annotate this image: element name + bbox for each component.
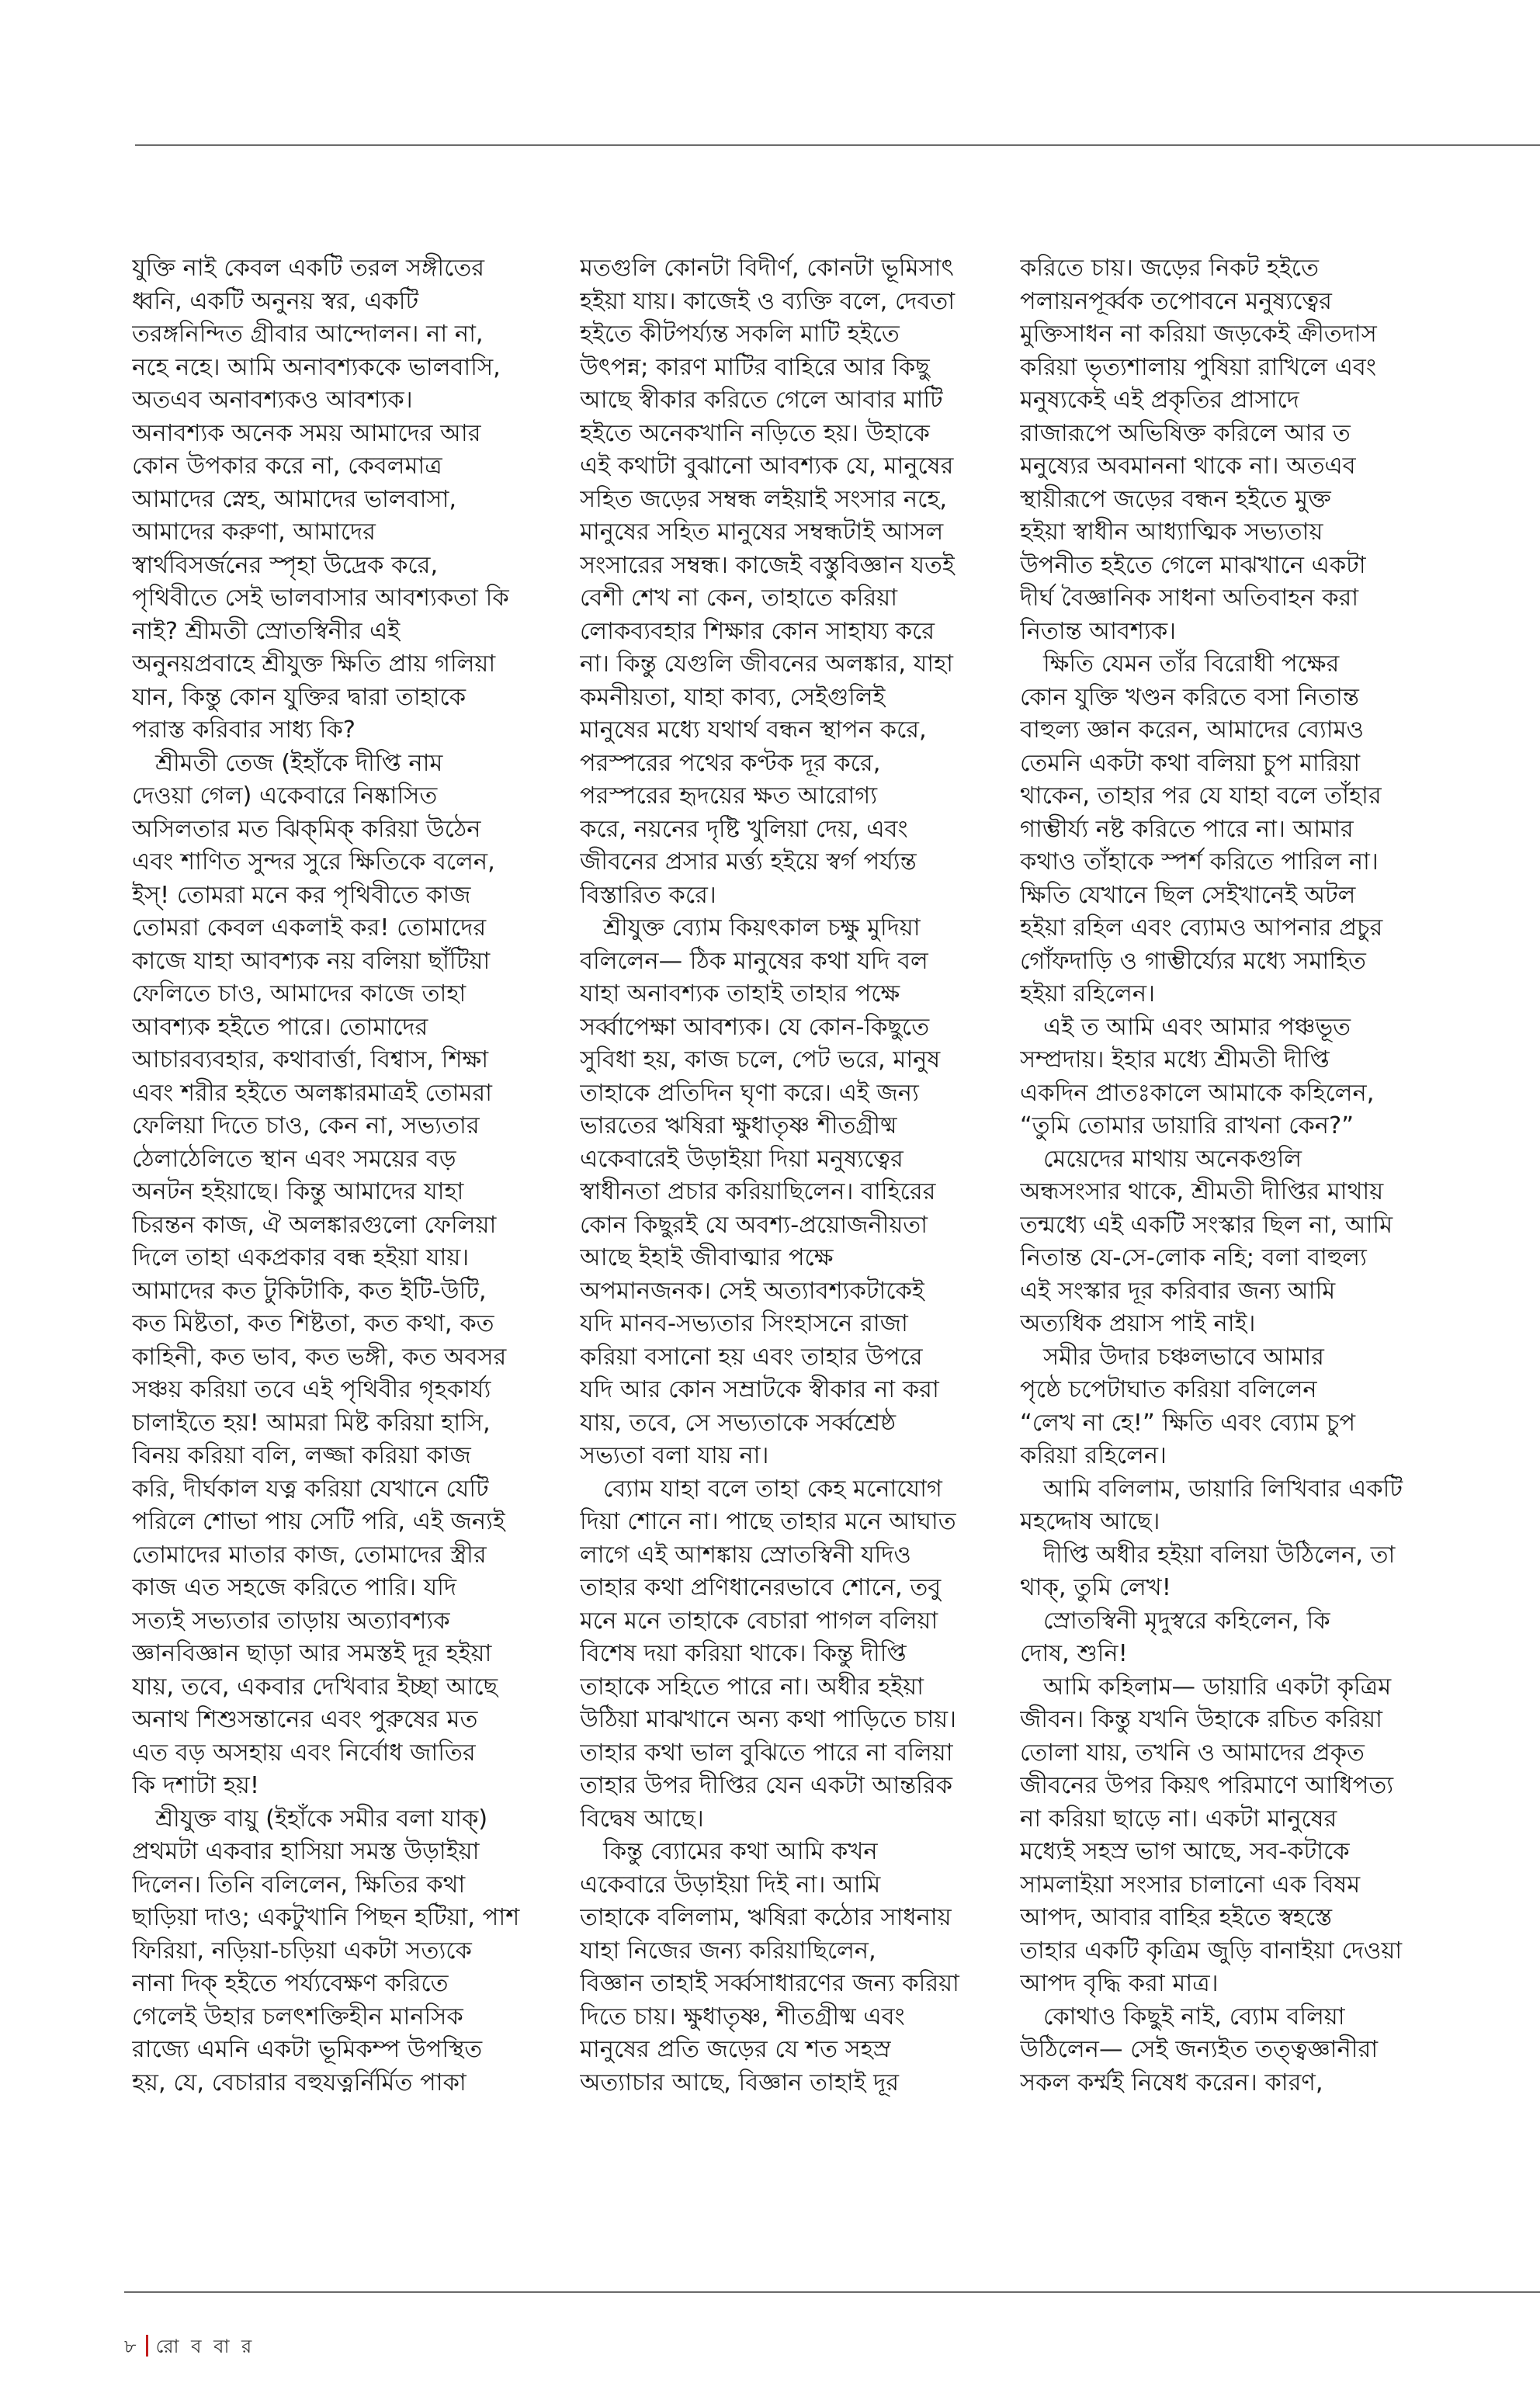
text-line: পরাস্ত করিবার সাধ্য কি? (132, 716, 356, 744)
text-line: লাগে এই আশঙ্কায় স্রোতস্বিনী যদিও (580, 1541, 911, 1569)
text-line: কত মিষ্টতা, কত শিষ্টতা, কত কথা, কত (132, 1310, 494, 1337)
text-line: কি দশাটা হয়! (132, 1772, 260, 1799)
text-line: “তুমি তোমার ডায়ারি রাখনা কেন?” (1020, 1112, 1354, 1139)
text-line: নানা দিক্ হইতে পর্য্যবেক্ষণ করিতে (132, 1970, 449, 1997)
text-line: মানুষের সহিত মানুষের সম্বন্ধটাই আসল (580, 518, 944, 546)
text-line: আমি কহিলাম— ডায়ারি একটা কৃত্রিম (1043, 1673, 1392, 1701)
text-line: দিলে তাহা একপ্রকার বন্ধ হইয়া যায়। (132, 1244, 470, 1271)
text-line: হইয়া রহিলেন। (1020, 980, 1156, 1007)
page-number: ৮ (124, 2336, 140, 2357)
text-line: পৃথিবীতে সেই ভালবাসার আবশ্যকতা কি (132, 584, 509, 612)
text-line: মনুষ্যের অবমাননা থাকে না। অতএব (1020, 453, 1356, 480)
text-line: ক্ষিতি যেখানে ছিল সেইখানেই অটল (1020, 881, 1356, 909)
text-line: জীবন। কিন্তু যখনি উহাকে রচিত করিয়া (1020, 1706, 1382, 1733)
text-line: যায়, তবে, একবার দেখিবার ইচ্ছা আছে (132, 1673, 498, 1701)
text-line: বিনয় করিয়া বলি, লজ্জা করিয়া কাজ (132, 1442, 471, 1469)
text-line: করি, দীর্ঘকাল যত্ন করিয়া যেখানে যেটি (132, 1475, 489, 1503)
text-line: শ্রীযুক্ত ব্যোম কিয়ৎকাল চক্ষু মুদিয়া (603, 914, 921, 942)
text-line: করিয়া রহিলেন। (1020, 1442, 1167, 1469)
text-line: এই কথাটা বুঝানো আবশ্যক যে, মানুষের (580, 453, 954, 480)
text-line: তন্মধ্যে এই একটি সংস্কার ছিল না, আমি (1020, 1211, 1393, 1239)
text-line: অত্যাচার আছে, বিজ্ঞান তাহাই দূর (580, 2069, 900, 2096)
text-line: কোথাও কিছুই নাই, ব্যোম বলিয়া (1043, 2003, 1345, 2031)
text-line: আমাদের স্নেহ, আমাদের ভালবাসা, (132, 485, 457, 513)
text-line: একদিন প্রাতঃকালে আমাকে কহিলেন, (1020, 1079, 1375, 1107)
text-line: শ্রীযুক্ত বায়ু (ইহাঁকে সমীর বলা যাক্) (155, 1805, 488, 1833)
text-line: ঠেলাঠেলিতে স্থান এবং সময়ের বড় (132, 1145, 456, 1173)
text-line: এবং শাণিত সুন্দর সুরে ক্ষিতিকে বলেন, (132, 848, 495, 876)
text-line: জীবনের উপর কিয়ৎ পরিমাণে আধিপত্য (1020, 1772, 1394, 1799)
text-line: তোমাদের মাতার কাজ, তোমাদের স্ত্রীর (132, 1541, 487, 1569)
text-line: করে, নয়নের দৃষ্টি খুলিয়া দেয়, এবং (580, 815, 908, 843)
text-line: তাহাকে প্রতিদিন ঘৃণা করে। এই জন্য (580, 1079, 919, 1107)
text-line: বলিলেন— ঠিক মানুষের কথা যদি বল (580, 947, 928, 975)
text-line: বিদ্বেষ আছে। (580, 1805, 704, 1833)
text-line: গেলেই উহার চলৎশক্তিহীন মানসিক (132, 2003, 463, 2031)
text-line: যদি মানব-সভ্যতার সিংহাসনে রাজা (580, 1310, 908, 1337)
text-line: কমনীয়তা, যাহা কাব্য, সেইগুলিই (580, 683, 886, 711)
text-line: সমীর উদার চঞ্চলভাবে আমার (1043, 1343, 1324, 1371)
text-line: চিরন্তন কাজ, ঐ অলঙ্কারগুলো ফেলিয়া (132, 1211, 497, 1239)
text-line: অসিলতার মত ঝিক্‌মিক্ করিয়া উঠেন (132, 815, 481, 843)
text-line: মনে মনে তাহাকে বেচারা পাগল বলিয়া (580, 1607, 938, 1635)
text-line: আছে ইহাই জীবাত্মার পক্ষে (580, 1244, 834, 1271)
text-line: একেবারে উড়াইয়া দিই না। আমি (580, 1871, 881, 1899)
text-line: তোলা যায়, তখনি ও আমাদের প্রকৃত (1020, 1739, 1365, 1767)
text-line: সভ্যতা বলা যায় না। (580, 1442, 769, 1469)
text-line: জ্ঞানবিজ্ঞান ছাড়া আর সমস্তই দূর হইয়া (132, 1640, 492, 1667)
text-line: অন্ধসংসার থাকে, শ্রীমতী দীপ্তির মাথায় (1020, 1178, 1384, 1205)
text-line: সহিত জড়ের সম্বন্ধ লইয়াই সংসার নহে, (580, 485, 948, 513)
text-line: সর্ব্বাপেক্ষা আবশ্যক। যে কোন-কিছুতে (580, 1013, 930, 1041)
text-line: নাই? শ্রীমতী স্রোতস্বিনীর এই (132, 617, 401, 645)
text-line: দিয়া শোনে না। পাছে তাহার মনে আঘাত (580, 1508, 956, 1535)
text-line: আমাদের করুণা, আমাদের (132, 518, 376, 546)
text-line: পৃষ্ঠে চপেটাঘাত করিয়া বলিলেন (1020, 1376, 1317, 1403)
text-line: অত্যধিক প্রয়াস পাই নাই। (1020, 1310, 1256, 1337)
text-line: তরঙ্গনিন্দিত গ্রীবার আন্দোলন। না না, (132, 321, 484, 348)
text-line: ধ্বনি, একটি অনুনয় স্বর, একটি (132, 287, 419, 315)
text-column-2 (580, 252, 999, 2100)
text-line: করিতে চায়। জড়ের নিকট হইতে (1020, 255, 1319, 282)
text-line: আপদ বৃদ্ধি করা মাত্র। (1020, 1970, 1219, 1997)
text-line: পরস্পরের হৃদয়ের ক্ষত আরোগ্য (580, 782, 878, 810)
text-line: আমি বলিলাম, ডায়ারি লিখিবার একটি (1043, 1475, 1403, 1503)
magazine-name: রো ব বা র (155, 2336, 255, 2357)
text-line: দিতে চায়। ক্ষুধাতৃষ্ণ, শীতগ্রীষ্ম এবং (580, 2003, 905, 2031)
text-line: শ্রীমতী তেজ (ইহাঁকে দীপ্তি নাম (155, 749, 443, 777)
text-line: বেশী শেখ না কেন, তাহাতে করিয়া (580, 584, 898, 612)
text-line: মুক্তিসাধন না করিয়া জড়কেই ক্রীতদাস (1020, 321, 1377, 348)
text-line: এই ত আমি এবং আমার পঞ্চভূত (1043, 1013, 1351, 1041)
text-line: গোঁফদাড়ি ও গাম্ভীর্য্যের মধ্যে সমাহিত (1020, 947, 1366, 975)
text-line: না করিয়া ছাড়ে না। একটা মানুষের (1020, 1805, 1337, 1833)
text-line: দিলেন। তিনি বলিলেন, ক্ষিতির কথা (132, 1871, 466, 1899)
text-line: পরস্পরের পথের কণ্টক দূর করে, (580, 749, 881, 777)
text-line: আবশ্যক হইতে পারে। তোমাদের (132, 1013, 428, 1041)
text-line: এই সংস্কার দূর করিবার জন্য আমি (1020, 1277, 1336, 1305)
text-line: দেওয়া গেল) একেবারে নিষ্কাসিত (132, 782, 438, 810)
text-line: ছাড়িয়া দাও; একটুখানি পিছন হটিয়া, পাশ (132, 1904, 520, 1931)
text-line: মহদ্দোষ আছে। (1020, 1508, 1160, 1535)
text-line: মতগুলি কোনটা বিদীর্ণ, কোনটা ভূমিসাৎ (580, 255, 954, 282)
text-line: থাকেন, তাহার পর যে যাহা বলে তাঁহার (1020, 782, 1382, 810)
text-line: বাহুল্য জ্ঞান করেন, আমাদের ব্যোমও (1020, 716, 1364, 744)
text-line: দীর্ঘ বৈজ্ঞানিক সাধনা অতিবাহন করা (1020, 584, 1359, 612)
footer-rule (124, 2291, 1540, 2293)
text-line: হইয়া স্বাধীন আধ্যাত্মিক সভ্যতায় (1020, 518, 1323, 546)
text-line: তাহার একটি কৃত্রিম জুড়ি বানাইয়া দেওয়া (1020, 1937, 1403, 1965)
text-line: চালাইতে হয়! আমরা মিষ্ট করিয়া হাসি, (132, 1409, 491, 1437)
text-line: অপমানজনক। সেই অত্যাবশ্যকটাকেই (580, 1277, 924, 1305)
text-line: অনুনয়প্রবাহে শ্রীযুক্ত ক্ষিতি প্রায় গলিয়া (132, 650, 496, 678)
text-line: উপনীত হইতে গেলে মাঝখানে একটা (1020, 551, 1366, 579)
text-line: মনুষ্যকেই এই প্রকৃতির প্রাসাদে (1020, 387, 1299, 414)
text-line: হইয়া রহিল এবং ব্যোমও আপনার প্রচুর (1020, 914, 1383, 942)
text-line: করিয়া বসানো হয় এবং তাহার উপরে (580, 1343, 923, 1371)
text-line: তোমরা কেবল একলাই কর! তোমাদের (132, 914, 487, 942)
text-line: ক্ষিতি যেমন তাঁর বিরোধী পক্ষের (1043, 650, 1340, 678)
text-line: উঠিয়া মাঝখানে অন্য কথা পাড়িতে চায়। (580, 1706, 957, 1733)
text-line: যায়, তবে, সে সভ্যতাকে সর্ব্বশ্রেষ্ঠ (580, 1409, 897, 1437)
text-line: হয়, যে, বেচারার বহুযত্নর্নির্মিত পাকা (132, 2069, 467, 2096)
text-line: একেবারেই উড়াইয়া দিয়া মনুষ্যত্বের (580, 1145, 904, 1173)
text-line: স্বাধীনতা প্রচার করিয়াছিলেন। বাহিরের (580, 1178, 936, 1205)
text-line: তাহার কথা প্রণিধানেরভাবে শোনে, তবু (580, 1574, 942, 1601)
text-line: তাহার কথা ভাল বুঝিতে পারে না বলিয়া (580, 1739, 953, 1767)
text-line: সত্যই সভ্যতার তাড়ায় অত্যাবশ্যক (132, 1607, 450, 1635)
text-line: হইতে অনেকখানি নড়িতে হয়। উহাকে (580, 419, 930, 447)
header-rule (135, 144, 1540, 146)
text-line: এবং শরীর হইতে অলঙ্কারমাত্রই তোমরা (132, 1079, 492, 1107)
text-line: অনটন হইয়াছে। কিন্তু আমাদের যাহা (132, 1178, 464, 1205)
text-line: এত বড় অসহায় এবং নির্বোধ জাতির (132, 1739, 476, 1767)
text-line: মানুষের প্রতি জড়ের যে শত সহস্র (580, 2036, 891, 2063)
text-line: নিতান্ত আবশ্যক। (1020, 617, 1177, 645)
text-line: আপদ, আবার বাহির হইতে স্বহস্তে (1020, 1904, 1333, 1931)
text-line: স্রোতস্বিনী মৃদুস্বরে কহিলেন, কি (1043, 1607, 1330, 1635)
text-line: কোন যুক্তি খণ্ডন করিতে বসা নিতান্ত (1020, 683, 1359, 711)
text-line: ফেলিয়া দিতে চাও, কেন না, সভ্যতার (132, 1112, 480, 1139)
text-column-1 (132, 252, 543, 2100)
text-line: ফেলিতে চাও, আমাদের কাজে তাহা (132, 980, 467, 1007)
footer-divider (146, 2335, 148, 2357)
text-line: মেয়েদের মাথায় অনেকগুলি (1043, 1145, 1302, 1173)
text-line: সংসারের সম্বন্ধ। কাজেই বস্তুবিজ্ঞান যতই (580, 551, 955, 579)
text-line: পলায়নপূর্ব্বক তপোবনে মনুষ্যত্বের (1020, 287, 1332, 315)
text-line: বিস্তারিত করে। (580, 881, 716, 909)
text-line: বিজ্ঞান তাহাই সর্ব্বসাধারণের জন্য করিয়া (580, 1970, 959, 1997)
text-line: কাহিনী, কত ভাব, কত ভঙ্গী, কত অবসর (132, 1343, 507, 1371)
text-line: ইস্! তোমরা মনে কর পৃথিবীতে কাজ (132, 881, 471, 909)
text-line: স্থায়ীরূপে জড়ের বন্ধন হইতে মুক্ত (1020, 485, 1331, 513)
text-line: হইতে কীটপর্য্যন্ত সকলি মাটি হইতে (580, 321, 900, 348)
text-line: রাজারূপে অভিষিক্ত করিলে আর ত (1020, 419, 1351, 447)
text-line: কিন্তু ব্যোমের কথা আমি কখন (603, 1838, 878, 1865)
text-column-3 (1020, 252, 1443, 2100)
text-line: থাক্, তুমি লেখ! (1020, 1574, 1171, 1601)
text-line: উঠিলেন— সেই জন্যইত তত্ত্বজ্ঞানীরা (1020, 2036, 1379, 2063)
text-line: করিয়া ভৃত্যশালায় পুষিয়া রাখিলে এবং (1020, 353, 1377, 381)
text-line: ফিরিয়া, নড়িয়া-চড়িয়া একটা সত্যকে (132, 1937, 472, 1965)
text-line: দোষ, শুনি! (1020, 1640, 1128, 1667)
text-line: দীপ্তি অধীর হইয়া বলিয়া উঠিলেন, তা (1043, 1541, 1396, 1569)
text-line: অনাথ শিশুসন্তানের এবং পুরুষের মত (132, 1706, 478, 1733)
text-line: কাজ এত সহজে করিতে পারি। যদি (132, 1574, 457, 1601)
text-line: প্রথমটা একবার হাসিয়া সমস্ত উড়াইয়া (132, 1838, 480, 1865)
text-line: আচারব্যবহার, কথাবার্ত্তা, বিশ্বাস, শিক্ষা (132, 1046, 489, 1073)
text-line: তাহার উপর দীপ্তির যেন একটা আন্তরিক (580, 1772, 952, 1799)
text-line: স্বার্থবিসর্জনের স্পৃহা উদ্রেক করে, (132, 551, 439, 579)
text-line: বিশেষ দয়া করিয়া থাকে। কিন্তু দীপ্তি (580, 1640, 907, 1667)
text-line: রাজ্যে এমনি একটা ভূমিকম্প উপস্থিত (132, 2036, 483, 2063)
text-line: হইয়া যায়। কাজেই ও ব্যক্তি বলে, দেবতা (580, 287, 956, 315)
text-line: সঞ্চয় করিয়া তবে এই পৃথিবীর গৃহকার্য্য (132, 1376, 491, 1403)
text-line: লোকব্যবহার শিক্ষার কোন সাহায্য করে (580, 617, 935, 645)
text-line: অনাবশ্যক অনেক সময় আমাদের আর (132, 419, 481, 447)
text-line: যাহা অনাবশ্যক তাহাই তাহার পক্ষে (580, 980, 900, 1007)
text-line: সুবিধা হয়, কাজ চলে, পেট ভরে, মানুষ (580, 1046, 941, 1073)
text-line: সকল কর্ম্মই নিষেধ করেন। কারণ, (1020, 2069, 1323, 2096)
text-line: তেমনি একটা কথা বলিয়া চুপ মারিয়া (1020, 749, 1361, 777)
text-line: যান, কিন্তু কোন যুক্তির দ্বারা তাহাকে (132, 683, 467, 711)
text-line: জীবনের প্রসার মর্ত্ত্য হইয়ে স্বর্গ পর্য্যন্ত (580, 848, 917, 876)
text-line: যদি আর কোন সম্রাটকে স্বীকার না করা (580, 1376, 939, 1403)
text-line: আছে স্বীকার করিতে গেলে আবার মাটি (580, 387, 943, 414)
text-line: আমাদের কত টুকিটাকি, কত ইটি-উটি, (132, 1277, 487, 1305)
text-line: উৎপন্ন; কারণ মাটির বাহিরে আর কিছু (580, 353, 930, 381)
text-line: “লেখ না হে!” ক্ষিতি এবং ব্যোম চুপ (1020, 1409, 1356, 1437)
text-line: ভারতের ঋষিরা ক্ষুধাতৃষ্ণ শীতগ্রীষ্ম (580, 1112, 897, 1139)
text-line: তাহাকে বলিলাম, ঋষিরা কঠোর সাধনায় (580, 1904, 952, 1931)
text-line: মধ্যেই সহস্র ভাগ আছে, সব-কটাকে (1020, 1838, 1350, 1865)
page-footer (124, 2332, 255, 2364)
text-line: মানুষের মধ্যে যথার্থ বন্ধন স্থাপন করে, (580, 716, 927, 744)
text-line: যাহা নিজের জন্য করিয়াছিলেন, (580, 1937, 876, 1965)
text-line: নহে নহে। আমি অনাবশ্যককে ভালবাসি, (132, 353, 501, 381)
text-line: তাহাকে সহিতে পারে না। অধীর হইয়া (580, 1673, 924, 1701)
text-line: যুক্তি নাই কেবল একটি তরল সঙ্গীতের (132, 255, 485, 282)
text-line: কোন উপকার করে না, কেবলমাত্র (132, 453, 442, 480)
text-line: কথাও তাঁহাকে স্পর্শ করিতে পারিল না। (1020, 848, 1379, 876)
text-line: পরিলে শোভা পায় সেটি পরি, এই জন্যই (132, 1508, 505, 1535)
text-line: গাম্ভীর্য্য নষ্ট করিতে পারে না। আমার (1020, 815, 1354, 843)
text-line: সম্প্রদায়। ইহার মধ্যে শ্রীমতী দীপ্তি (1020, 1046, 1330, 1073)
text-line: অতএব অনাবশ্যকও আবশ্যক। (132, 387, 413, 414)
text-line: ব্যোম যাহা বলে তাহা কেহ মনোযোগ (603, 1475, 942, 1503)
text-line: সামলাইয়া সংসার চালানো এক বিষম (1020, 1871, 1361, 1899)
text-line: না। কিন্তু যেগুলি জীবনের অলঙ্কার, যাহা (580, 650, 954, 678)
text-line: কাজে যাহা আবশ্যক নয় বলিয়া ছাঁটিয়া (132, 947, 491, 975)
text-line: কোন কিছুরই যে অবশ্য-প্রয়োজনীয়তা (580, 1211, 928, 1239)
text-line: নিতান্ত যে-সে-লোক নহি; বলা বাহুল্য (1020, 1244, 1367, 1271)
